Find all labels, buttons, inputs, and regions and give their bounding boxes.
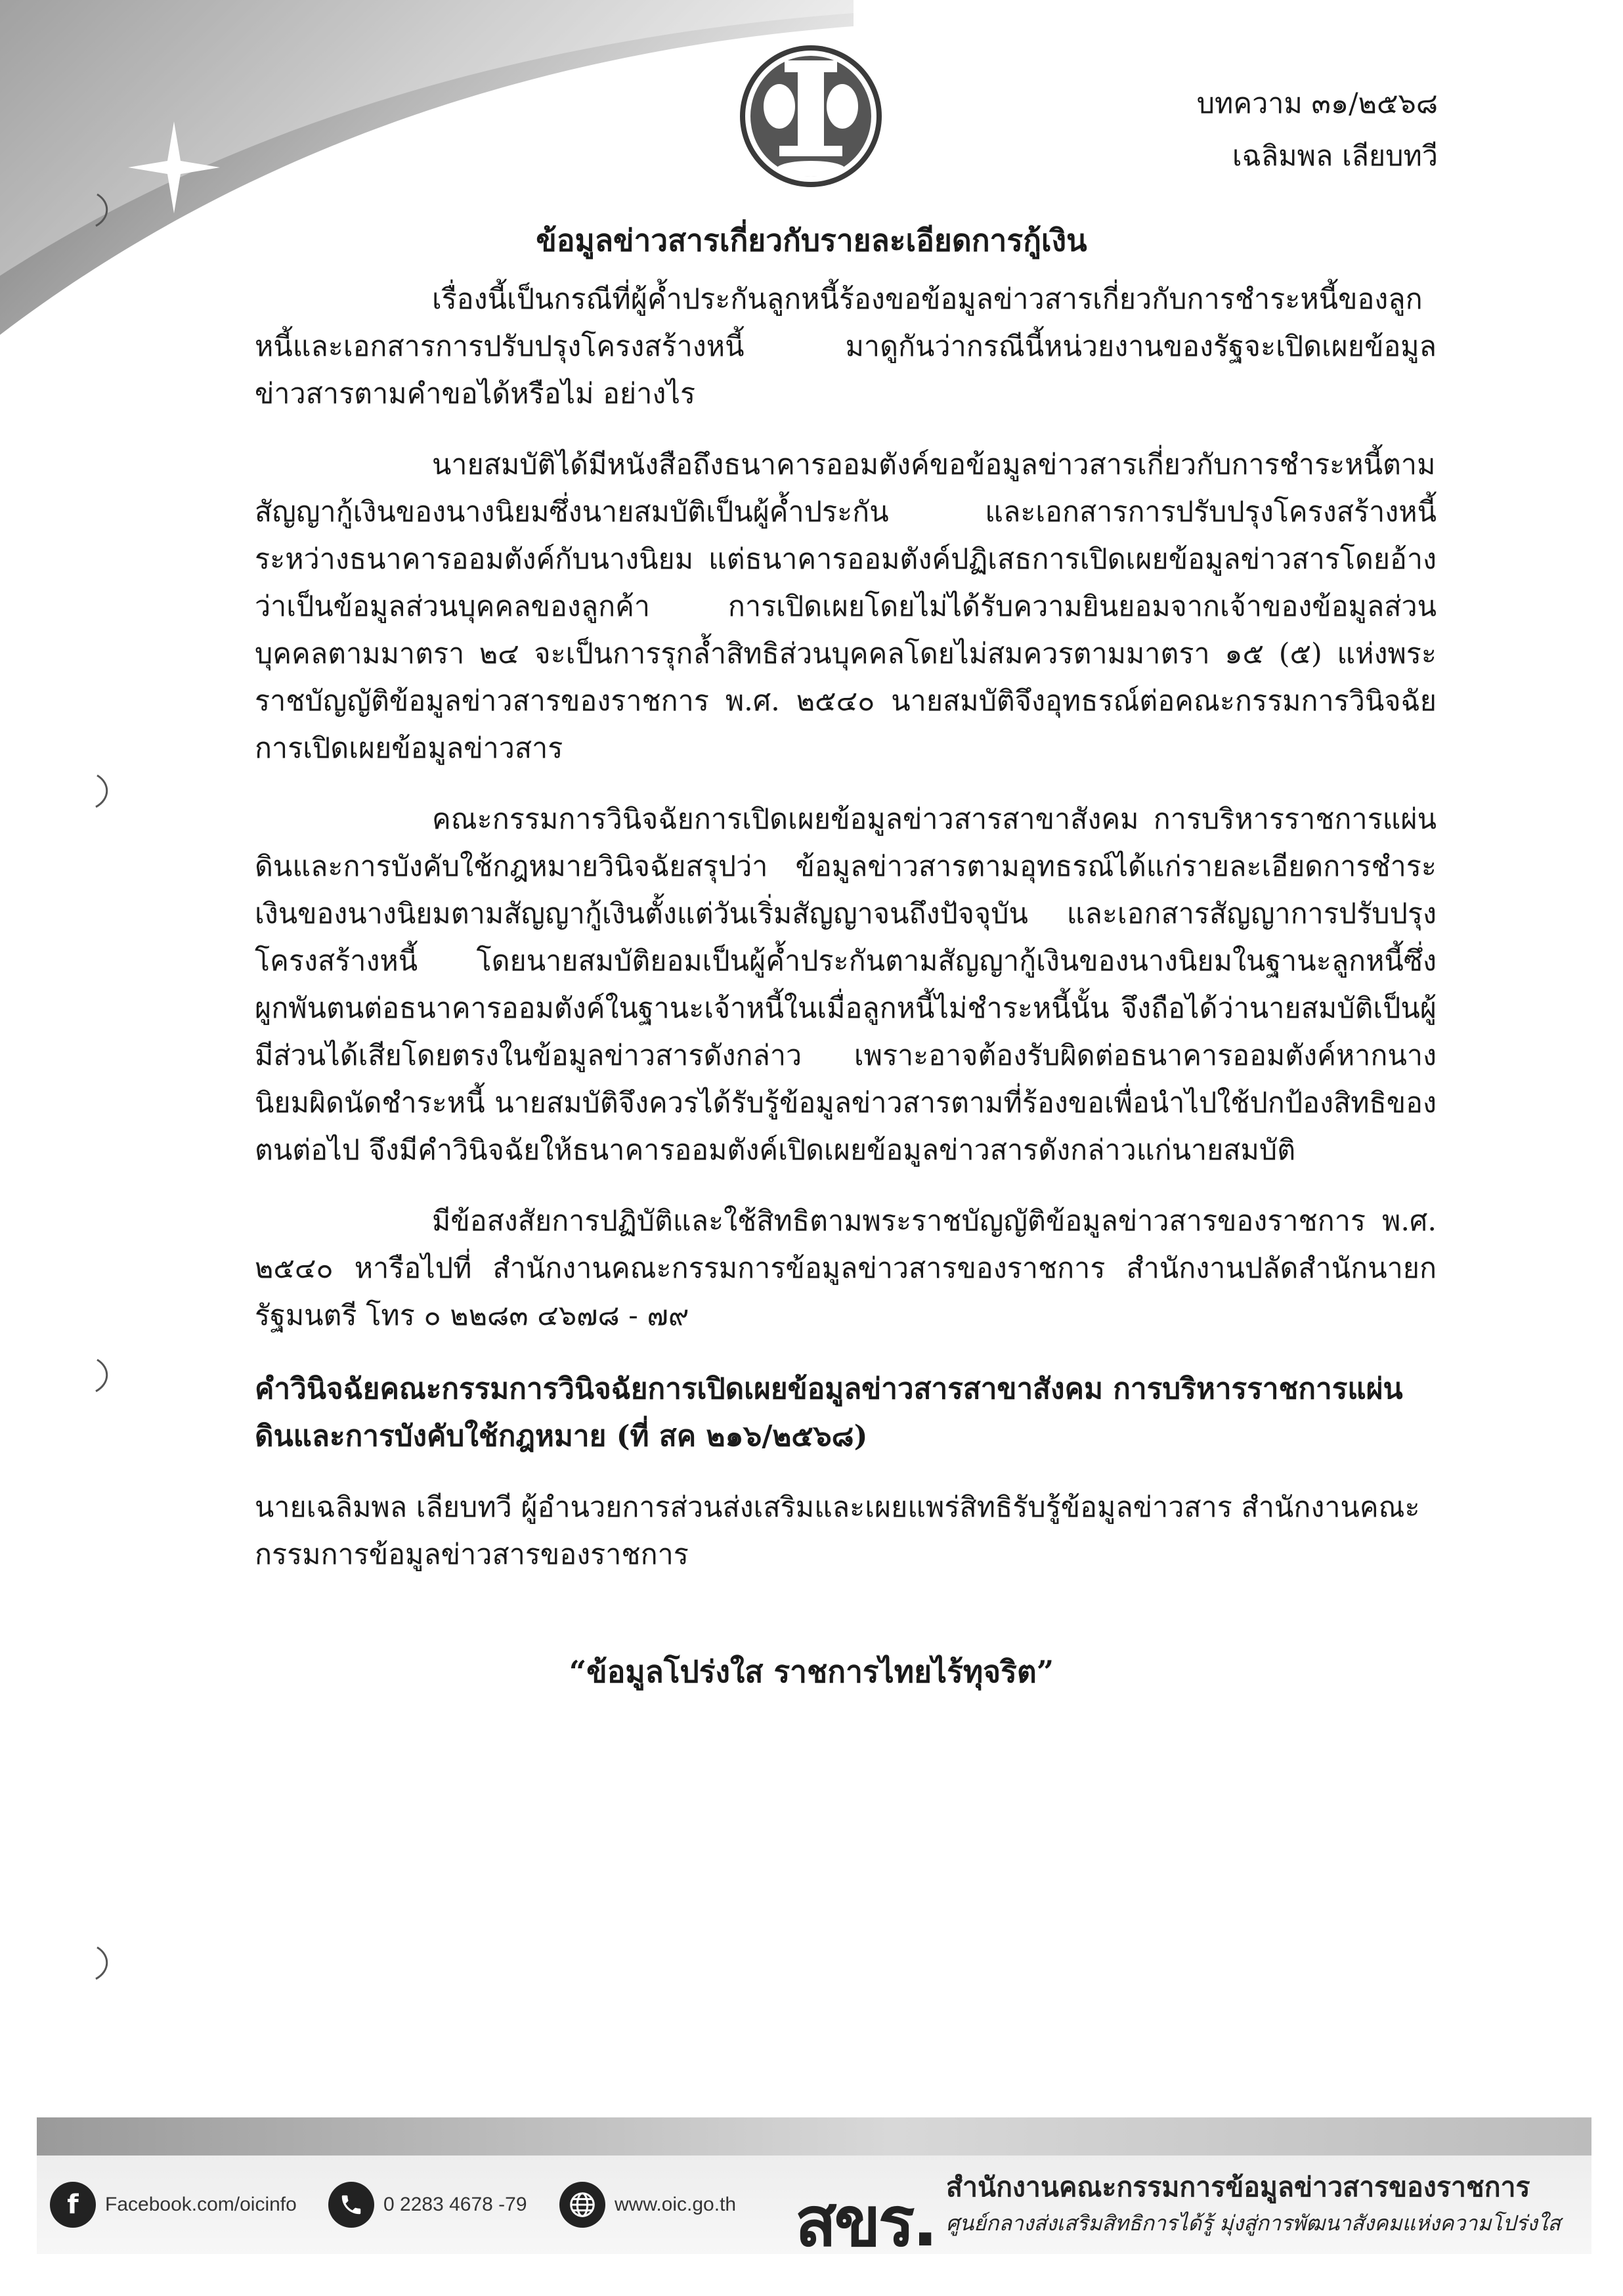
facebook-link[interactable]: Facebook.com/oicinfo (105, 2194, 297, 2215)
footer-organization (946, 2167, 1583, 2240)
government-emblem (739, 14, 883, 218)
footer-website[interactable] (559, 2155, 736, 2254)
footer-phone[interactable] (328, 2155, 527, 2254)
decision-reference: คำวินิจฉัยคณะกรรมการวินิจฉัยการเปิดเผยข้อมูลข่าวสารสาขาสังคม การบริหารราชการแผ่นดินและการบังคับใช้กฎหมาย (ที่ สค ๒๑๖/๒๕๖๘) (255, 1372, 1403, 1453)
paragraph-intro: เรื่องนี้เป็นกรณีที่ผู้ค้ำประกันลูกหนี้ร้องขอข้อมูลข่าวสารเกี่ยวกับการชำระหนี้ของลูกหนี้และเอกสารการปรับปรุงโครงสร้างหนี้ มาดูกันว่ากรณีนี้หน่วยงานของรัฐจะเปิดเผยข้อมูลข่าวสารตามคำขอได้หรือไม่ อย่างไร (255, 283, 1437, 410)
article-author: เฉลิมพล เลียบทวี (1232, 140, 1438, 173)
author-line: นายเฉลิมพล เลียบทวี ผู้อำนวยการส่วนส่งเสริมและเผยแพร่สิทธิรับรู้ข้อมูลข่าวสาร สำนักงานคณะกรรมการข้อมูลข่าวสารของราชการ (255, 1491, 1420, 1571)
globe-icon (559, 2182, 605, 2228)
article-title: ข้อมูลข่าวสารเกี่ยวกับรายละเอียดการกู้เงิน (536, 223, 1087, 258)
motto: “ข้อมูลโปร่งใส ราชการไทยไร้ทุจริต” (569, 1654, 1054, 1689)
margin-mark (92, 771, 114, 811)
article-body (255, 276, 1437, 1578)
margin-mark (92, 190, 114, 230)
facebook-icon: f (50, 2182, 96, 2228)
website-link[interactable]: www.oic.go.th (615, 2194, 737, 2215)
footer-facebook[interactable] (50, 2155, 297, 2254)
footer-divider-bar (37, 2117, 1591, 2155)
organization-tagline: ศูนย์กลางส่งเสริมสิทธิการได้รู้ มุ่งสู่การพัฒนาสังคมแห่งความโปร่งใส (946, 2211, 1561, 2236)
article-header (1197, 77, 1438, 183)
article-number: บทความ ๓๑/๒๕๖๘ (1196, 87, 1438, 120)
paragraph-decision: คณะกรรมการวินิจฉัยการเปิดเผยข้อมูลข่าวสารสาขาสังคม การบริหารราชการแผ่นดินและการบังคับใช้กฎหมายวินิจฉัยสรุปว่า ข้อมูลข่าวสารตามอุทธรณ์ได้แก่รายละเอียดการชำระเงินของนางนิยมตามสัญญากู้เงินตั้งแต่วันเริ่มสัญญาจนถึงปัจจุบัน และเอกสารสัญญาการปรับปรุงโครงสร้างหนี้ โดยนายสมบัติยอมเป็นผู้ค้ำประกันตามสัญญากู้เงินของนางนิยมในฐานะลูกหนี้ซึ่งผูกพันตนต่อธนาคารออมตังค์ในฐานะเจ้าหนี้ในเมื่อลูกหนี้ไม่ชำระหนี้นั้น จึงถือได้ว่านายสมบัติเป็นผู้มีส่วนได้เสียโดยตรงในข้อมูลข่าวสารดังกล่าว เพราะอาจต้องรับผิดต่อธนาคารออมตังค์หากนางนิยมผิดนัดชำระหนี้ นายสมบัติจึงควรได้รับรู้ข้อมูลข่าวสารตามที่ร้องขอเพื่อนำไปใช้ปกป้องสิทธิของตนต่อไป จึงมีคำวินิจฉัยให้ธนาคารออมตังค์เปิดเผยข้อมูลข่าวสารดังกล่าวแก่นายสมบัติ (255, 803, 1437, 1167)
organization-name: สำนักงานคณะกรรมการข้อมูลข่าวสารของราชการ (946, 2171, 1530, 2203)
footer (37, 2155, 1591, 2262)
phone-number[interactable]: 0 2283 4678 -79 (383, 2194, 527, 2215)
margin-mark (92, 1356, 114, 1395)
paragraph-facts: นายสมบัติได้มีหนังสือถึงธนาคารออมตังค์ขอข้อมูลข่าวสารเกี่ยวกับการชำระหนี้ตามสัญญากู้เงินของนางนิยมซึ่งนายสมบัติเป็นผู้ค้ำประกัน และเอกสารการปรับปรุงโครงสร้างหนี้ระหว่างธนาคารออมตังค์กับนางนิยม แต่ธนาคารออมตังค์ปฏิเสธการเปิดเผยข้อมูลข่าวสารโดยอ้างว่าเป็นข้อมูลส่วนบุคคลของลูกค้า การเปิดเผยโดยไม่ได้รับความยินยอมจากเจ้าของข้อมูลส่วนบุคคลตามมาตรา ๒๔ จะเป็นการรุกล้ำสิทธิส่วนบุคคลโดยไม่สมควรตามมาตรา ๑๕ (๕) แห่งพระราชบัญญัติข้อมูลข่าวสารของราชการ พ.ศ. ๒๕๔๐ นายสมบัติจึงอุทธรณ์ต่อคณะกรรมการวินิจฉัยการเปิดเผยข้อมูลข่าวสาร (255, 448, 1437, 765)
margin-mark (92, 1943, 114, 1983)
paragraph-contact: มีข้อสงสัยการปฏิบัติและใช้สิทธิตามพระราชบัญญัติข้อมูลข่าวสารของราชการ พ.ศ. ๒๕๔๐ หารือไปที่ สำนักงานคณะกรรมการข้อมูลข่าวสารของราชการ สำนักงานปลัดสำนักนายกรัฐมนตรี โทร ๐ ๒๒๘๓ ๔๖๗๘ - ๗๙ (255, 1205, 1437, 1332)
phone-icon (328, 2182, 374, 2228)
oic-logo: สขร. (795, 2182, 936, 2262)
